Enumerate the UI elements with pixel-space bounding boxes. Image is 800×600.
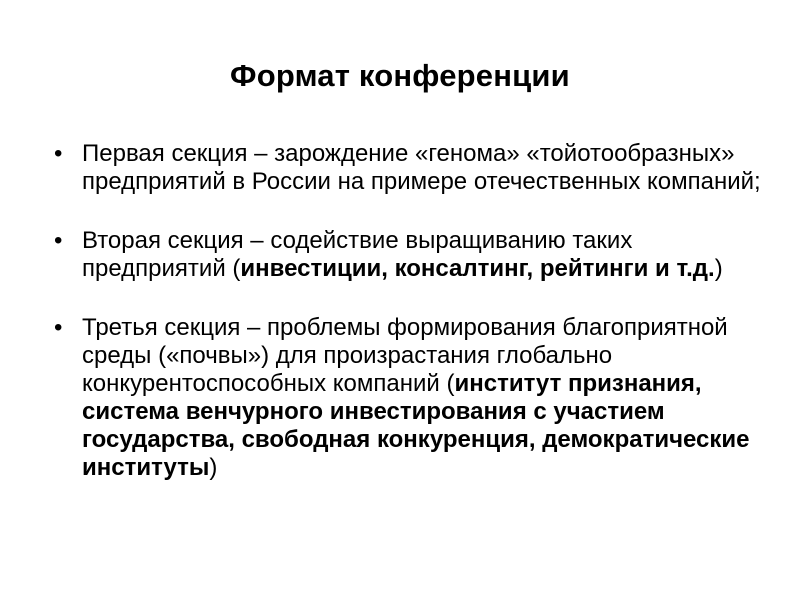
slide-title: Формат конференции bbox=[230, 58, 570, 93]
bullet-item-third-section bbox=[50, 314, 780, 482]
bullet-item-second-section bbox=[50, 227, 780, 283]
bullet-text-after: ) bbox=[714, 255, 723, 282]
bullet-text-before: Третья секция – проблемы формирования благоприятной среды («почвы») для произрастания глобально конкурентоспособных компаний ( bbox=[82, 314, 728, 397]
bullet-text-bold: институт признания, система венчурного инвестирования с участием государства, свободная конкуренция, демократические институты bbox=[82, 370, 750, 481]
bullet-list bbox=[50, 140, 780, 513]
bullet-icon: • bbox=[54, 314, 63, 341]
bullet-text-bold: инвестиции, консалтинг, рейтинги и т.д. bbox=[240, 255, 715, 282]
bullet-text: Первая секция – зарождение «генома» «тойотообразных» предприятий в России на примере отечественных компаний; bbox=[82, 140, 761, 195]
bullet-icon: • bbox=[54, 140, 63, 167]
bullet-text-before: Вторая секция – содействие выращиванию таких предприятий ( bbox=[82, 227, 633, 282]
bullet-text-after: ) bbox=[209, 454, 218, 481]
bullet-icon: • bbox=[54, 227, 63, 254]
bullet-item-first-section bbox=[50, 140, 780, 196]
